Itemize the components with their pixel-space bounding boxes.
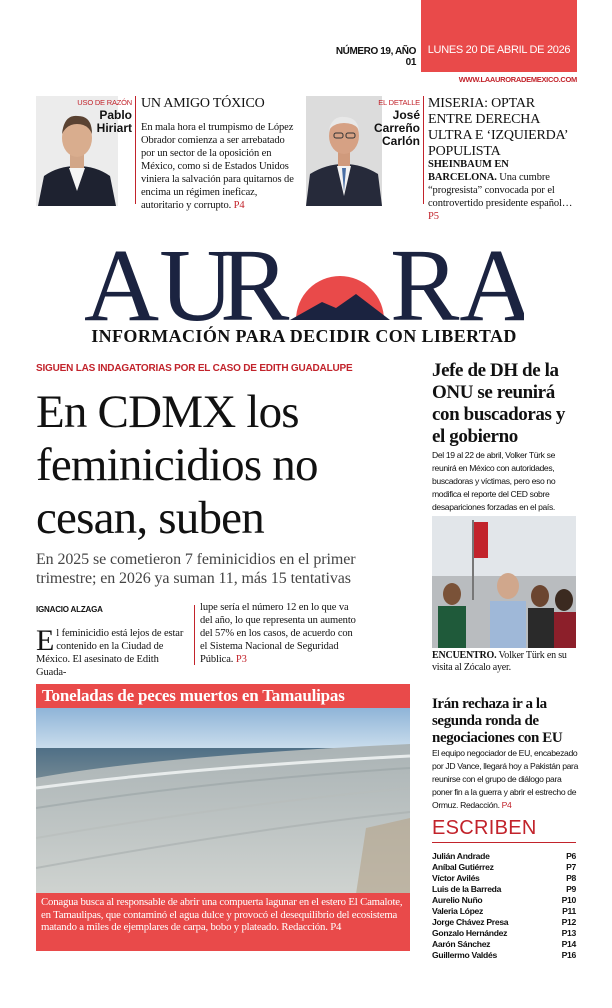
writer-page: P10 bbox=[561, 895, 576, 905]
writer-name: Jorge Chávez Presa bbox=[432, 917, 509, 927]
main-story-column-2 bbox=[200, 601, 360, 666]
iran-story-headline[interactable]: Irán rechaza ir a la segunda ronda de negociaciones con EU bbox=[432, 696, 563, 746]
columnist-name bbox=[356, 109, 420, 148]
column-divider bbox=[194, 605, 195, 665]
masthead-logo[interactable] bbox=[84, 222, 524, 332]
column-excerpt bbox=[428, 158, 578, 223]
issue-number: NÚMERO 19, AÑO 01 bbox=[335, 46, 416, 68]
main-story-deck: En 2025 se cometieron 7 feminicidios en el primer trimestre; en 2026 ya suman 11, más 15 tentativas bbox=[36, 551, 356, 587]
website-link[interactable]: WWW.LAAURORADEMEXICO.COM bbox=[458, 75, 577, 84]
photo-story-caption bbox=[36, 893, 410, 951]
logo-letter-r1: R bbox=[220, 228, 290, 332]
dead-fish-beach-photo bbox=[36, 708, 410, 894]
columnist-first-name: José bbox=[392, 108, 420, 122]
photo-caption-page-ref[interactable]: P4 bbox=[330, 921, 342, 933]
writer-row[interactable] bbox=[432, 862, 576, 872]
writer-page: P12 bbox=[561, 917, 576, 927]
column-excerpt-text: En mala hora el trumpismo de López Obrador comienza a ser arrebatado por un sector de la oposición en México, como si de Estados Unidos viniera la salvación para quitarnos de encima un régimen ineficaz, autoritario y corrupto. bbox=[141, 122, 294, 211]
writer-row[interactable] bbox=[432, 884, 576, 894]
writer-page: P11 bbox=[562, 906, 576, 916]
onu-photo-caption bbox=[432, 650, 578, 674]
columnist-divider bbox=[423, 96, 424, 204]
column-page-ref[interactable]: P5 bbox=[428, 211, 439, 222]
columnist-first-name: Pablo bbox=[99, 108, 132, 122]
photo-caption-text: Volker Türk en su visita al Zócalo ayer. bbox=[432, 650, 567, 673]
columnist-divider bbox=[135, 96, 136, 204]
main-story-kicker: SIGUEN LAS INDAGATORIAS POR EL CASO DE EDITH GUADALUPE bbox=[36, 363, 353, 374]
writer-page: P8 bbox=[566, 873, 576, 883]
column-lead: SHEINBAUM EN BARCELONA. bbox=[428, 159, 509, 183]
columnist-section-label: USO DE RAZÓN bbox=[77, 98, 132, 107]
writer-row[interactable] bbox=[432, 895, 576, 905]
volker-turk-zocalo-photo bbox=[432, 516, 576, 648]
onu-story-text: Del 19 al 22 de abril, Volker Türk se reunirá en México con autoridades, buscadoras y víctimas, pero eso no modifica el reporte del CED sobre desapariciones forzadas en el país. bbox=[432, 450, 556, 512]
sunrise-mountain-icon bbox=[290, 276, 390, 320]
column-page-ref[interactable]: P4 bbox=[233, 200, 245, 211]
iran-story-text: El equipo negociador de EU, encabezado por JD Vance, llegará hoy a Pakistán para reunirse con el grupo de diálogo para poner fin a la guerra y abrir el estrecho de Ormuz. Redacción. bbox=[432, 748, 578, 810]
writer-name: Aníbal Gutiérrez bbox=[432, 862, 494, 872]
writer-name: Valeria López bbox=[432, 906, 484, 916]
writer-name: Guillermo Valdés bbox=[432, 950, 497, 960]
writer-page: P6 bbox=[566, 851, 576, 861]
writer-name: Víctor Avilés bbox=[432, 873, 480, 883]
columnist-name bbox=[70, 109, 132, 135]
writer-row[interactable] bbox=[432, 950, 576, 960]
main-story-headline[interactable]: En CDMX los feminicidios no cesan, suben bbox=[36, 386, 318, 544]
column-title[interactable]: MISERIA: OPTAR ENTRE DERECHA ULTRA E ‘IZQUIERDA’ POPULISTA bbox=[428, 96, 568, 159]
writer-page: P16 bbox=[561, 950, 576, 960]
writer-name: Julián Andrade bbox=[432, 851, 490, 861]
writer-page: P14 bbox=[561, 939, 576, 949]
header-red-block bbox=[421, 0, 577, 72]
masthead-tagline: INFORMACIÓN PARA DECIDIR CON LIBERTAD bbox=[91, 326, 517, 346]
escriben-title: ESCRIBEN bbox=[432, 817, 537, 839]
writer-name: Aurelio Nuño bbox=[432, 895, 483, 905]
main-story-text-1: l feminicidio está lejos de estar contenido en la Ciudad de México. El asesinato de Edith Guada- bbox=[36, 628, 184, 678]
column-excerpt-text: Una cumbre “progresista” convocada por el controvertido presidente español… bbox=[428, 172, 573, 209]
writer-name: Luis de la Barreda bbox=[432, 884, 502, 894]
writer-row[interactable] bbox=[432, 939, 576, 949]
writer-row[interactable] bbox=[432, 928, 576, 938]
column-title[interactable]: UN AMIGO TÓXICO bbox=[141, 96, 265, 111]
logo-letters-ra: RA bbox=[390, 228, 524, 332]
columnist-last-name: Carreño bbox=[373, 121, 420, 135]
writer-row[interactable] bbox=[432, 873, 576, 883]
main-story-page-ref[interactable]: P3 bbox=[235, 654, 247, 665]
columnist-section-label: EL DETALLE bbox=[378, 98, 420, 107]
columnist-last-name: Hiriart bbox=[96, 121, 132, 135]
main-story-column-1 bbox=[36, 624, 188, 679]
main-story-byline: IGNACIO ALZAGA bbox=[36, 605, 103, 614]
writer-row[interactable] bbox=[432, 906, 576, 916]
writer-page: P13 bbox=[561, 928, 576, 938]
photo-story-headline[interactable]: Toneladas de peces muertos en Tamaulipas bbox=[36, 684, 410, 708]
writer-row[interactable] bbox=[432, 917, 576, 927]
escriben-divider bbox=[432, 842, 576, 843]
onu-story-headline[interactable]: Jefe de DH de la ONU se reunirá con buscadoras y el gobierno bbox=[432, 360, 565, 447]
column-excerpt bbox=[141, 121, 297, 212]
iran-story-body bbox=[432, 747, 578, 812]
writer-page: P9 bbox=[566, 884, 576, 894]
writer-name: Gonzalo Hernández bbox=[432, 928, 508, 938]
dropcap-letter: E bbox=[36, 624, 55, 657]
main-story-text-2: lupe sería el número 12 en lo que va del año, lo que representa un aumento del 57% en los casos, de acuerdo con el Sistema Nacional de Seguridad Pública. bbox=[200, 602, 356, 665]
writer-page: P7 bbox=[566, 862, 576, 872]
issue-date: LUNES 20 DE ABRIL DE 2026 bbox=[427, 44, 571, 56]
photo-caption-text: Conagua busca al responsable de abrir una compuerta lagunar en el estero El Camalote, en Tamaulipas, que contaminó el agua dulce y provocó el desequilibrio del ecosistema matando a miles de ejemplares de carpa, bobo y plateado. Redacción. bbox=[41, 896, 403, 933]
photo-caption-label: ENCUENTRO. bbox=[432, 650, 497, 661]
writer-name: Aarón Sánchez bbox=[432, 939, 491, 949]
columnist-last-name-2: Carlón bbox=[381, 134, 420, 148]
writer-row[interactable] bbox=[432, 851, 576, 861]
iran-story-page-ref[interactable]: P4 bbox=[501, 800, 512, 810]
logo-letters-au: AU bbox=[84, 228, 235, 332]
